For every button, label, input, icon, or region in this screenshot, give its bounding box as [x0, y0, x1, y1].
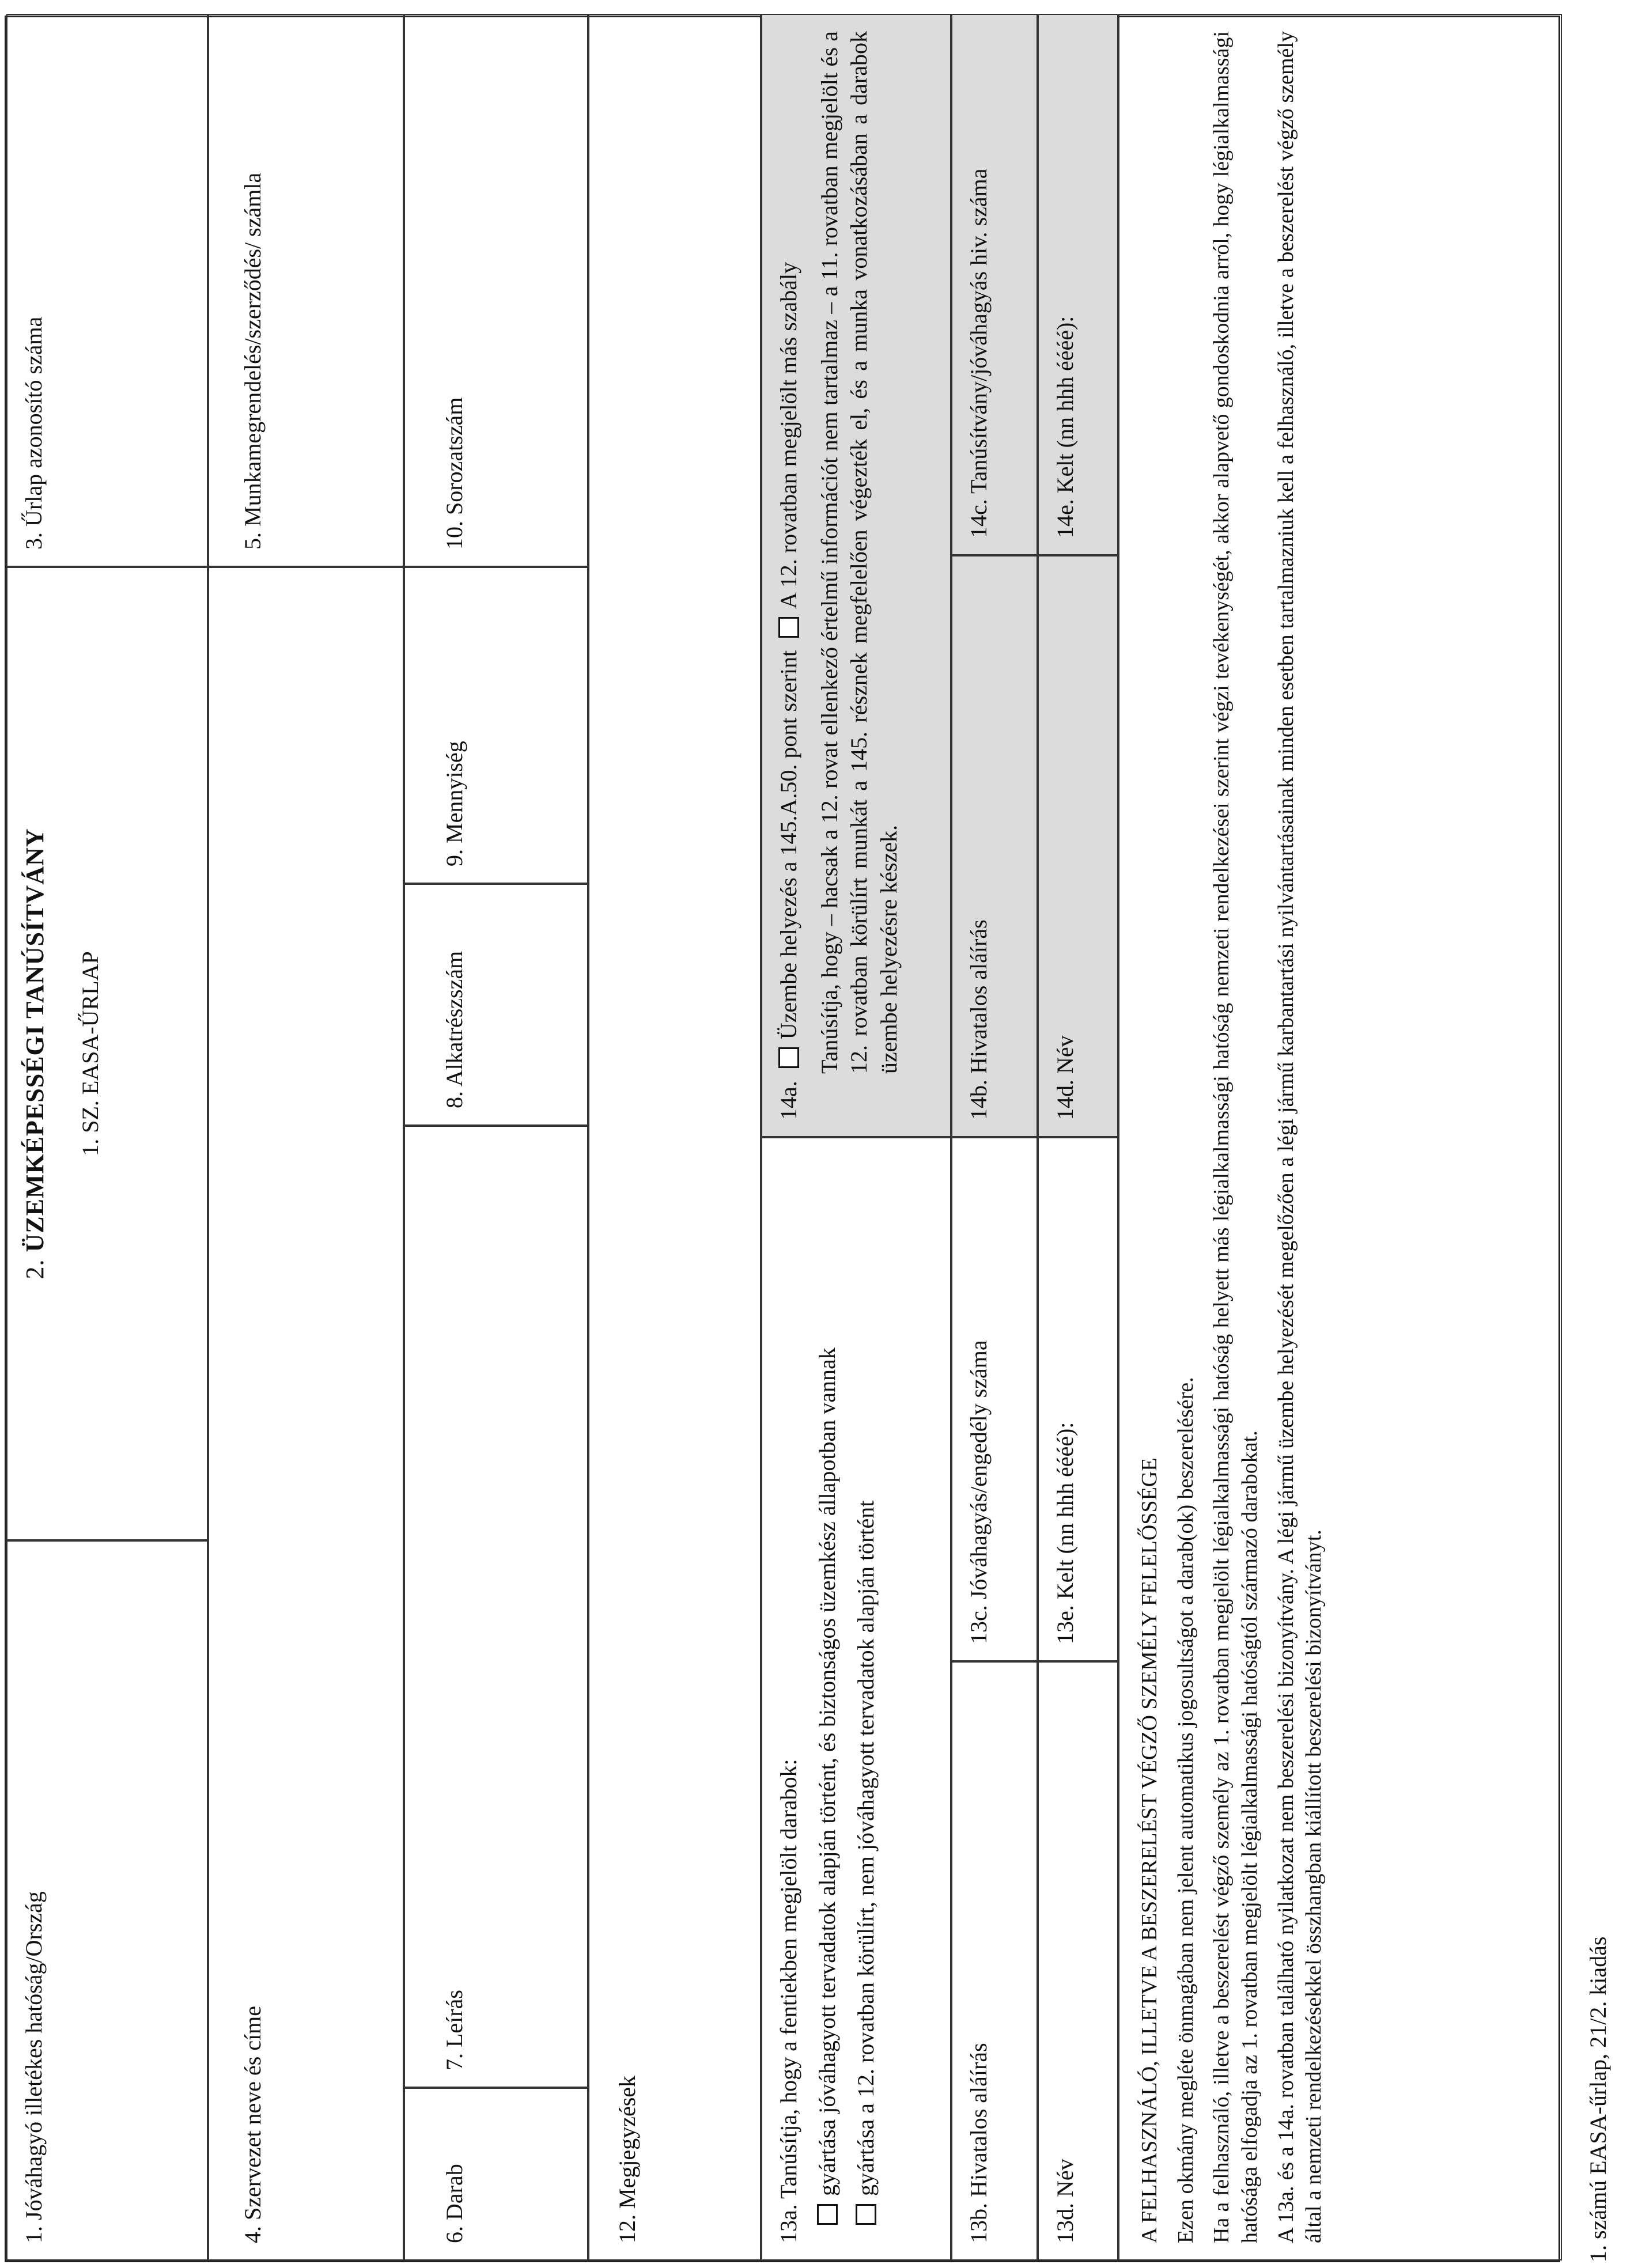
checkbox-icon[interactable]: [817, 2204, 838, 2225]
box-1-label: 1. Jóváhagyó illetékes hatóság/Ország: [21, 1891, 47, 2243]
box-2-title: [6, 567, 208, 1540]
box-14a-release: [761, 14, 951, 1137]
box-14a-statement: Tanúsítja, hogy – hacsak a 12. rovat ellenkező értelmű információt nem tartalmaz – a 11. rovatban megjelölt és a 12. rovatban körülírt munkát a 145. résznek megfelelően végezték el, és a munka vonatkozásában a darabok üzembe helyezésre készek.: [816, 31, 902, 1074]
box-6-item: [404, 2088, 588, 2261]
box-13e-date[interactable]: [1038, 1137, 1118, 1661]
checkbox-icon[interactable]: [778, 1047, 799, 1068]
box-14b-signature[interactable]: [951, 555, 1038, 1137]
box-10-label: 10. Sorozatszám: [441, 397, 467, 550]
responsibilities-paragraph-2: Ha a felhasználó, illetve a beszerelést végző személy az 1. rovatban megjelölt légialkalmassági hatóság helyett más légialkalmassági hatóság nemzeti rendelkezései szerint végzi tevékenységét, akkor alapvető gondoskodnia arról, hogy légialkalmassági hatósága elfogadja az 1. rovatban megjelölt légialkalmassági hatóságtól származó darabokat.: [1209, 31, 1262, 2243]
form-subtitle: 1. SZ. EASA-ŰRLAP: [77, 951, 104, 1156]
box-13b-label: 13b. Hivatalos aláírás: [966, 2043, 992, 2243]
box-4-organisation-name-address[interactable]: [208, 567, 404, 2261]
box-14d-name[interactable]: [1038, 555, 1118, 1137]
box-13a-certification: [761, 1137, 951, 2261]
box-8-part-number: [404, 884, 588, 1126]
box-7-description: [404, 1126, 588, 2088]
box-14d-label: 14d. Név: [1052, 1035, 1078, 1120]
box-12-remarks[interactable]: [588, 14, 761, 2261]
box-8-label: 8. Alkatrészszám: [441, 951, 467, 1108]
box-6-label: 6. Darab: [441, 2164, 467, 2243]
box-13a-option-approved-design[interactable]: gyártása jóváhagyott tervadatok alapján történt, és biztonságos üzemkész állapotban vannak: [812, 1154, 842, 2243]
box-14b-label: 14b. Hivatalos aláírás: [966, 919, 992, 1120]
user-installer-responsibilities: [1118, 14, 1562, 2261]
box-14a-options: 14a. Üzembe helyezés a 145.A.50. pont szerint A 12. rovatban megjelölt más szabály: [776, 262, 801, 1120]
easa-form-1: [5, 16, 1560, 2262]
box-14c-label: 14c. Tanúsítvány/jóváhagyás hiv. száma: [966, 168, 992, 538]
responsibilities-paragraph-3: A 13a. és a 14a. rovatban található nyilatkozat nem beszerelési bizonyítvány. A légi jármű üzembe helyezését megelőzően a légi jármű karbantartási nyilvántartásainak minden esetben tartalmazniuk kell a felhasználó, illetve a beszerelést végző személy által a nemzeti rendelkezésekkel összhangban kiállított beszerelési bizonyítványt.: [1273, 31, 1326, 2243]
box-5-work-order[interactable]: [208, 14, 404, 567]
box-4-label: 4. Szervezet neve és címe: [240, 2005, 266, 2243]
checkbox-icon[interactable]: [778, 617, 799, 638]
box-14a-option-other-regulation[interactable]: A 12. rovatban megjelölt más szabály: [776, 262, 801, 609]
box-9-label: 9. Mennyiség: [441, 741, 467, 866]
box-13b-signature[interactable]: [951, 1661, 1038, 2261]
box-10-serial-number: [404, 14, 588, 567]
box-9-quantity: [404, 567, 588, 884]
responsibilities-title: A FELHASZNÁLÓ, ILLETVE A BESZERELÉST VÉGZŐ SZEMÉLY FELELŐSSÉGE: [1137, 1457, 1162, 2243]
responsibilities-paragraph-1: Ezen okmány megléte önmagában nem jelent automatikus jogosultságot a darab(ok) beszerelésére.: [1173, 1377, 1198, 2243]
box-13c-approval-number[interactable]: [951, 1137, 1038, 1661]
form-footer-edition: 1. számú EASA-űrlap, 21/2. kiadás: [1585, 1936, 1611, 2262]
box-13e-label: 13e. Kelt (nn hhh éééé):: [1052, 1422, 1078, 1644]
box-14a-option-145a50[interactable]: Üzembe helyezés a 145.A.50. pont szerint: [776, 650, 801, 1040]
box-13c-label: 13c. Jóváhagyás/engedély száma: [966, 1340, 992, 1644]
box-3-form-tracking-number[interactable]: [6, 14, 208, 567]
box-14c-certificate-number[interactable]: [951, 14, 1038, 555]
box-13a-label: 13a. Tanúsítja, hogy a fentiekben megjelölt darabok:: [776, 1759, 801, 2243]
box-1-authority-country[interactable]: [6, 1540, 208, 2261]
checkbox-icon[interactable]: [856, 2204, 876, 2225]
box-14e-date[interactable]: [1038, 14, 1118, 555]
box-3-label: 3. Űrlap azonosító száma: [21, 316, 47, 550]
form-title: 2. ÜZEMKÉPESSÉGI TANÚSÍTVÁNY: [21, 828, 49, 1279]
box-13d-label: 13d. Név: [1052, 2159, 1078, 2243]
box-7-label: 7. Leírás: [441, 1990, 467, 2070]
box-12-label: 12. Megjegyzések: [614, 2075, 640, 2243]
box-5-label: 5. Munkamegrendelés/szerződés/ számla: [240, 172, 266, 550]
box-13d-name[interactable]: [1038, 1661, 1118, 2261]
box-13a-option-non-approved-design[interactable]: gyártása a 12. rovatban körülírt, nem jóváhagyott tervadatok alapján történt: [851, 1154, 880, 2243]
box-14e-label: 14e. Kelt (nn hhh éééé):: [1052, 316, 1078, 538]
